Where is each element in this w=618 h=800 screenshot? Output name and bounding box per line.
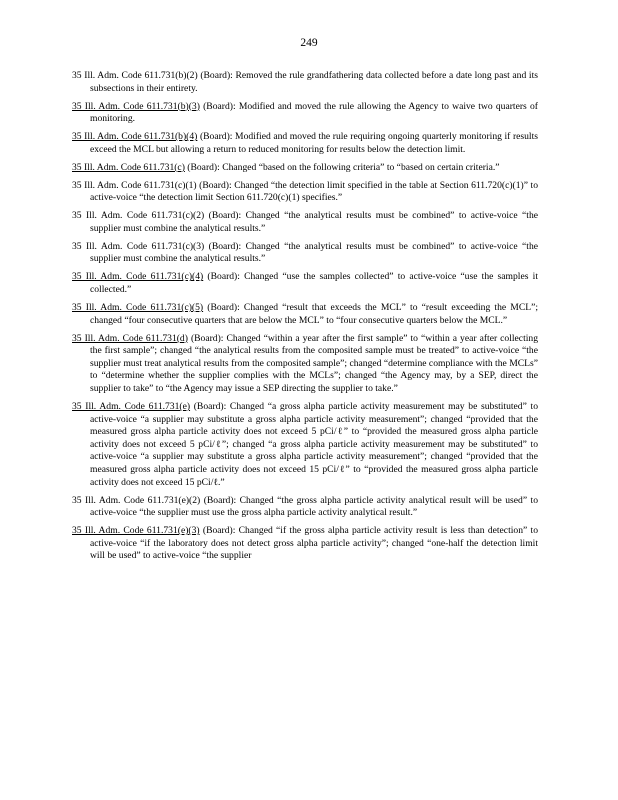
change-description: (Board): Modified and moved the rule requiring ongoing quarterly monitoring if results exceed the MCL but allowing a return to reduced monitoring for results below the detection limit. bbox=[90, 131, 538, 155]
code-citation: 35 Ill. Adm. Code 611.731(e)(2) bbox=[72, 494, 201, 506]
change-entry bbox=[72, 131, 538, 156]
change-description: (Board): Changed “based on the following criteria” to “based on certain criteria.” bbox=[184, 161, 500, 173]
code-citation: 35 Ill. Adm. Code 611.731(c) bbox=[72, 161, 185, 173]
change-description: (Board): Changed “result that exceeds the MCL” to “result exceeding the MCL”; changed “four consecutive quarters that are below the MCL” to “four consecutive quarters below the MCL.” bbox=[90, 302, 539, 326]
change-entry bbox=[72, 101, 538, 126]
change-entry bbox=[72, 271, 538, 296]
change-entry bbox=[72, 401, 538, 489]
change-entry bbox=[72, 210, 538, 235]
code-citation: 35 Ill. Adm. Code 611.731(b)(2) bbox=[72, 70, 198, 81]
code-citation: 35 Ill. Adm. Code 611.731(b)(4) bbox=[72, 131, 198, 143]
change-entry bbox=[72, 525, 538, 563]
change-entry bbox=[72, 495, 538, 520]
code-citation: 35 Ill. Adm. Code 611.731(c)(4) bbox=[72, 271, 204, 283]
change-description: (Board): Changed “the analytical results must be combined” to active-voice “the supplier must combine the analytical results.” bbox=[90, 240, 539, 265]
change-description: (Board): Changed “the detection limit specified in the table at Section 611.720(c)(1)” to active-voice “the detection limit Section 611.720(c)(1) specifies.” bbox=[90, 179, 538, 204]
change-description: (Board): Changed “the gross alpha particle activity analytical result will be used” to active-voice “the supplier must use the gross alpha particle activity analytical result.” bbox=[90, 494, 539, 519]
page-number: 249 bbox=[300, 37, 318, 49]
change-description: (Board): Removed the rule grandfathering data collected before a date long past and its subsections in their entirety. bbox=[90, 70, 538, 94]
change-entry bbox=[72, 180, 538, 205]
change-entries-list bbox=[72, 70, 538, 568]
code-citation: 35 Ill. Adm. Code 611.731(c)(1) bbox=[72, 179, 197, 191]
change-description: (Board): Changed “within a year after the first sample” to “within a year after collecting the first sample”; changed “the analytical results from the composited sample must be treated” to active-voice “the supplier must treat analytical results from the composited sample”; changed “determine compliance with the MCLs” to “determine whether the supplier complies with the MCLs”; changed “the Agency may, by a SEP, direct the supplier to take” to “the Agency may issue a SEP directing the supplier to take.” bbox=[90, 332, 538, 394]
change-description: (Board): Changed “use the samples collected” to active-voice “use the samples it collected.” bbox=[90, 271, 538, 296]
code-citation: 35 Ill. Adm. Code 611.731(c)(2) bbox=[72, 210, 205, 222]
change-description: (Board): Changed “a gross alpha particle activity measurement may be substituted” to active-voice “a supplier may substitute a gross alpha particle activity measurement”; changed “provided that the measured gross alpha particle activity does not exceed 5 pCi/ℓ” to “provided the measured gross alpha particle activity does not exceed 5 pCi/ℓ”; changed “a gross alpha particle activity measurement may be substituted” to active-voice “a supplier may substitute a gross alpha particle activity measurement”; changed “provided that the measured gross alpha particle activity does not exceed 15 pCi/ℓ” to “provided the measured gross alpha particle activity does not exceed 15 pCi/ℓ.” bbox=[90, 400, 538, 488]
code-citation: 35 Ill. Adm. Code 611.731(c)(3) bbox=[72, 240, 205, 252]
change-entry bbox=[72, 333, 538, 396]
change-description: (Board): Changed “the analytical results must be combined” to active-voice “the supplier must combine the analytical results.” bbox=[90, 210, 539, 234]
change-entry bbox=[72, 241, 538, 266]
change-entry bbox=[72, 70, 538, 95]
change-description: (Board): Modified and moved the rule allowing the Agency to waive two quarters of monitoring. bbox=[90, 100, 538, 125]
change-entry bbox=[72, 302, 538, 327]
code-citation: 35 Ill. Adm. Code 611.731(c)(5) bbox=[72, 302, 204, 314]
change-description: (Board): Changed “if the gross alpha particle activity result is less than detection” to active-voice “if the laboratory does not detect gross alpha particle activity”; changed “one-half the detection limit will be used” to active-voice “the supplier bbox=[90, 525, 538, 562]
change-entry bbox=[72, 162, 538, 175]
code-citation: 35 Ill. Adm. Code 611.731(e)(3) bbox=[72, 525, 200, 537]
code-citation: 35 Ill. Adm. Code 611.731(e) bbox=[72, 400, 191, 412]
code-citation: 35 Ill. Adm. Code 611.731(d) bbox=[72, 332, 188, 344]
code-citation: 35 Ill. Adm. Code 611.731(b)(3) bbox=[72, 100, 200, 112]
